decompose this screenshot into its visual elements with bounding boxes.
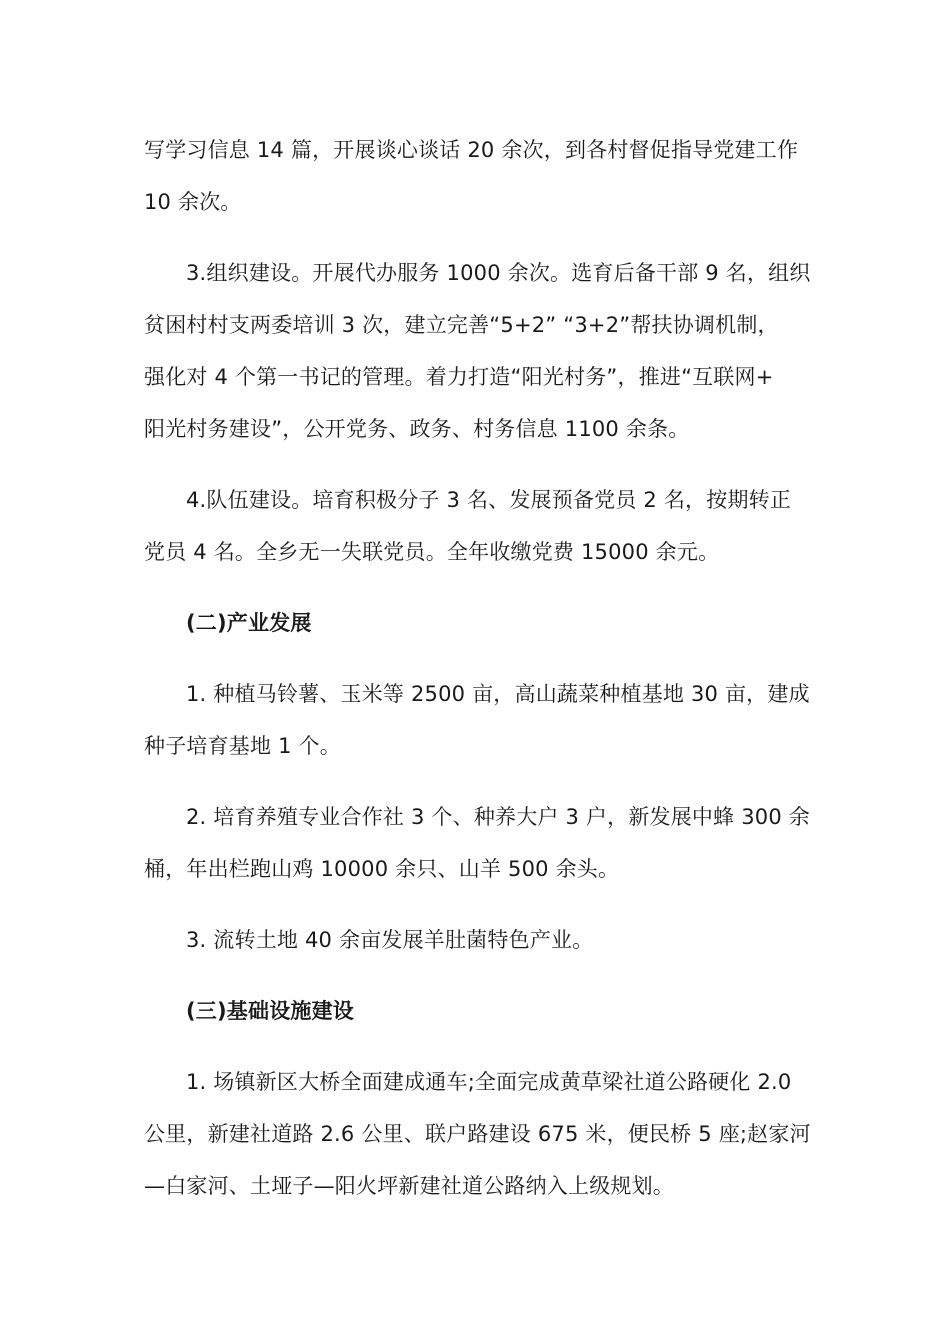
- paragraph-industry-item-1: [144, 668, 810, 772]
- text-line: 党员 4 名。全乡无一失联党员。全年收缴党费 15000 余元。: [144, 540, 720, 564]
- text-line: 写学习信息 14 篇，开展谈心谈话 20 余次，到各村督促指导党建工作: [144, 138, 799, 162]
- text-line: 桶，年出栏跑山鸡 10000 余只、山羊 500 余头。: [144, 857, 620, 881]
- paragraph-infrastructure-item-1: [144, 1056, 811, 1212]
- section-heading-infrastructure: [144, 985, 806, 1037]
- text-line: 3. 流转土地 40 余亩发展羊肚菌特色产业。: [186, 928, 594, 952]
- text-line: —白家河、土垭子—阳火坪新建社道公路纳入上级规划。: [144, 1174, 674, 1198]
- text-line: 种子培育基地 1 个。: [144, 734, 341, 758]
- text-line: 2. 培育养殖专业合作社 3 个、种养大户 3 户，新发展中蜂 300 余: [186, 805, 810, 829]
- text-line: 贫困村村支两委培训 3 次，建立完善“5+2” “3+2”帮扶协调机制，: [144, 313, 779, 337]
- text-line: 强化对 4 个第一书记的管理。着力打造“阳光村务”，推进“互联网+: [144, 365, 774, 389]
- paragraph-team-building: [144, 474, 806, 578]
- text-line: 3.组织建设。开展代办服务 1000 余次。选育后备干部 9 名，组织: [186, 261, 811, 285]
- paragraph-industry-item-3: [144, 914, 806, 966]
- text-line: 4.队伍建设。培育积极分子 3 名、发展预备党员 2 名，按期转正: [186, 488, 792, 512]
- text-line: 1. 种植马铃薯、玉米等 2500 亩，高山蔬菜种植基地 30 亩，建成: [186, 682, 810, 706]
- paragraph-organization-building: [144, 247, 811, 455]
- heading-text: (三)基础设施建设: [186, 999, 354, 1023]
- text-line: 公里，新建社道路 2.6 公里、联户路建设 675 米，便民桥 5 座;赵家河: [144, 1122, 811, 1146]
- document-body: [144, 124, 811, 1212]
- section-heading-industry: [144, 597, 806, 649]
- text-line: 阳光村务建设”，公开党务、政务、村务信息 1100 余条。: [144, 417, 690, 441]
- paragraph-party-study-continued: [144, 124, 806, 228]
- text-line: 10 余次。: [144, 190, 242, 214]
- paragraph-industry-item-2: [144, 791, 810, 895]
- text-line: 1. 场镇新区大桥全面建成通车;全面完成黄草梁社道公路硬化 2.0: [186, 1070, 792, 1094]
- heading-text: (二)产业发展: [186, 611, 312, 635]
